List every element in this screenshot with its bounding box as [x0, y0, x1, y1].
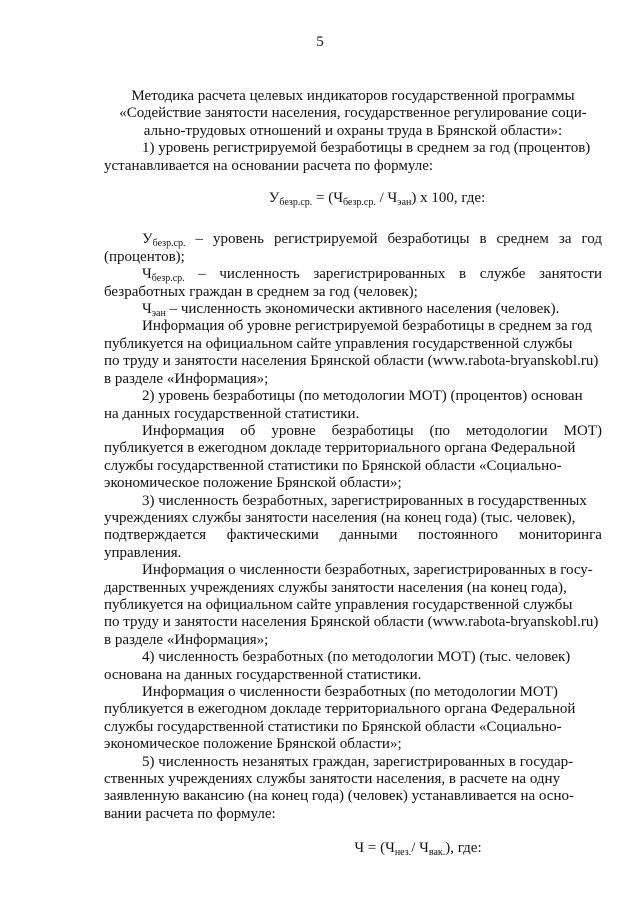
- formula-1: $У_{безр.ср.} = (Ч_{безр.ср.} / Ч_{эан})$ х 100, где:: [268, 190, 486, 209]
- item-2-paragraph: 2) уровень безработицы (по методологии МОТ) (процентов) основан на данных государственной статистики.: [104, 388, 583, 422]
- definition-2: [104, 266, 602, 301]
- info-4-paragraph: Информация о численности безработных (по методологии МОТ) публикуется в ежегодном докладе территориального органа Федеральной службы государственной статистики по Брянской области «Социально- экономическое положение Брянской области»;: [104, 684, 576, 753]
- item-1-line-2: устанавливается на основании расчета по формуле:: [104, 157, 434, 174]
- item-3-paragraph: 3) численность безработных, зарегистрированных в государственных учреждениях службы занятости населения (на конец года) (тыс. человек), подтверждается фактическими данными постоянного мониторинга управления.: [104, 492, 602, 561]
- formula-2: $Ч = (Ч_{нез.}/$ $Ч_{вак.}$), где:: [354, 840, 482, 859]
- info-3-paragraph: Информация о численности безработных, зарегистрированных в госу- дарственных учреждениях службы занятости населения (на конец года), публикуется на официальном сайте управления государственной службы по труду и занятости населения Брянской области (www.rabota-bryanskobl.ru) в разделе «Информация»;: [104, 562, 599, 648]
- definition-1-line-2: (процентов);: [104, 248, 185, 265]
- item-5-paragraph: 5) численность незанятых граждан, зарегистрированных в государ- ственных учреждениях службы занятости населения, в расчете на одну заявленную вакансию (на конец года) (человек) устанавливается на осно- вании расчета по формуле:: [104, 753, 574, 822]
- item-4-paragraph: 4) численность безработных (по методологии МОТ) (тыс. человек) основана на данных государственной статистики.: [104, 649, 571, 683]
- item-1-paragraph: [104, 140, 602, 175]
- intro-line-2: «Содействие занятости населения, государственное регулирование соци-: [119, 105, 587, 122]
- intro-line-3: ально-трудовых отношений и охраны труда в Брянской области»:: [143, 122, 563, 139]
- document-body: [104, 88, 602, 858]
- definition-2-line-2: безработных граждан в среднем за год (человек);: [104, 283, 418, 300]
- definition-3: $Ч_{эан}$ – численность экономически активного населения (человек).: [142, 301, 560, 320]
- intro-paragraph: [104, 88, 602, 140]
- info-2-paragraph: Информация об уровне безработицы (по методологии МОТ) публикуется в ежегодном докладе территориального органа Федеральной службы государственной статистики по Брянской области «Социально- экономическое положение Брянской области»;: [104, 422, 602, 492]
- intro-line-1: Методика расчета целевых индикаторов государственной программы: [131, 88, 575, 104]
- item-1-line-1: 1) уровень регистрируемой безработицы в среднем за год (процентов): [142, 140, 591, 157]
- info-1-paragraph: Информация об уровне регистрируемой безработицы в среднем за год публикуется на официальном сайте управления государственной службы по труду и занятости населения Брянской области (www.rabota-bryanskobl.ru) в разделе «Информация»;: [104, 318, 599, 387]
- definition-2-line-1: $Ч_{безр.ср.}$ – численность зарегистрированных в службе занятости: [142, 266, 602, 285]
- definition-1-line-1: $У_{безр.ср.}$ – уровень регистрируемой безработицы в среднем за год: [142, 231, 602, 250]
- page-number: 5: [316, 34, 324, 50]
- definition-1: [104, 231, 602, 266]
